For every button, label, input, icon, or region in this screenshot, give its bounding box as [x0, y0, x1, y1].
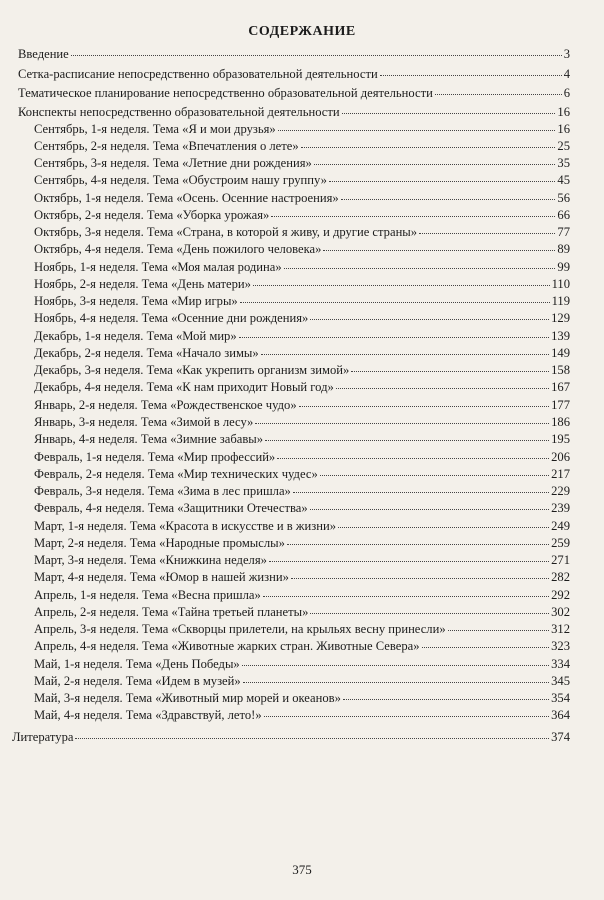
toc-entry-page: 129 [551, 311, 570, 325]
dot-leader [435, 93, 562, 95]
toc-entry [34, 570, 570, 585]
dot-leader [277, 457, 549, 459]
dot-leader [310, 508, 549, 510]
toc-entry [34, 657, 570, 672]
toc-entry-title: Май, 3-я неделя. Тема «Животный мир морей и океанов» [34, 691, 341, 705]
toc-entry-page: 177 [551, 398, 570, 412]
toc-entry-title: Январь, 2-я неделя. Тема «Рождественское чудо» [34, 398, 297, 412]
dot-leader [310, 612, 549, 614]
toc-entry-title: Октябрь, 3-я неделя. Тема «Страна, в которой я живу, и другие страны» [34, 225, 418, 239]
dot-leader [343, 698, 549, 700]
toc-entry [18, 86, 570, 101]
toc-entry-page: 89 [557, 242, 570, 256]
toc-entry-page: 66 [557, 208, 570, 222]
dot-leader [287, 543, 549, 545]
toc-entry [34, 519, 570, 534]
toc-entry [34, 380, 570, 395]
toc-entry-title: Май, 1-я неделя. Тема «День Победы» [34, 657, 240, 671]
toc-entry [34, 156, 570, 171]
dot-leader [278, 129, 556, 131]
toc-entry [34, 432, 570, 447]
toc-entry-page: 217 [551, 467, 570, 481]
dot-leader [320, 474, 549, 476]
toc-entry-title: Январь, 4-я неделя. Тема «Зимние забавы» [34, 432, 264, 446]
toc-entry-page: 45 [557, 173, 570, 187]
toc-entry-title: Март, 3-я неделя. Тема «Книжкина неделя» [34, 553, 267, 567]
toc-entry [18, 105, 570, 120]
toc-entry [18, 67, 570, 82]
dot-leader [338, 526, 549, 528]
toc-entry [34, 260, 570, 275]
toc-entry-page: 206 [551, 450, 570, 464]
toc-entry [34, 277, 570, 292]
toc-entry [34, 225, 570, 240]
toc-entry [12, 730, 570, 745]
toc-entry-title: Октябрь, 2-я неделя. Тема «Уборка урожая» [34, 208, 270, 222]
toc-entry-page: 334 [551, 657, 570, 671]
toc-entry [34, 242, 570, 257]
toc-entry-title: Октябрь, 4-я неделя. Тема «День пожилого человека» [34, 242, 322, 256]
toc-entry-title: Февраль, 1-я неделя. Тема «Мир профессий» [34, 450, 276, 464]
toc-entry [34, 398, 570, 413]
toc-entry-title: Сентябрь, 4-я неделя. Тема «Обустроим нашу группу» [34, 173, 327, 187]
toc-entry-page: 110 [551, 277, 570, 291]
toc-entry-page: 259 [551, 536, 570, 550]
toc-entry-title: Декабрь, 3-я неделя. Тема «Как укрепить организм зимой» [34, 363, 350, 377]
toc-entry [34, 691, 570, 706]
dot-leader [380, 74, 562, 76]
toc-entry-title: Апрель, 3-я неделя. Тема «Скворцы прилетели, на крыльях весну принесли» [34, 622, 446, 636]
dot-leader [75, 737, 549, 739]
dot-leader [239, 336, 549, 338]
toc-entry-title: Ноябрь, 1-я неделя. Тема «Моя малая родина» [34, 260, 282, 274]
toc-entry-page: 239 [551, 501, 570, 515]
toc-entry-title: Май, 2-я неделя. Тема «Идем в музей» [34, 674, 241, 688]
toc-entry-page: 364 [551, 708, 570, 722]
toc-entry-page: 271 [551, 553, 570, 567]
toc-entry-page: 167 [551, 380, 570, 394]
toc-entry-page: 249 [551, 519, 570, 533]
toc-entry-title: Ноябрь, 4-я неделя. Тема «Осенние дни рождения» [34, 311, 309, 325]
toc-entry [34, 484, 570, 499]
dot-leader [253, 284, 550, 286]
toc-entry-page: 99 [557, 260, 570, 274]
toc-entry [34, 708, 570, 723]
toc-entry-title: Сентябрь, 2-я неделя. Тема «Впечатления о лете» [34, 139, 299, 153]
toc-entry-title: Литература [12, 730, 74, 744]
dot-leader [271, 215, 555, 217]
toc-entry-title: Сентябрь, 1-я неделя. Тема «Я и мои друзья» [34, 122, 276, 136]
dot-leader [243, 681, 549, 683]
toc-entry-title: Ноябрь, 3-я неделя. Тема «Мир игры» [34, 294, 238, 308]
toc-entry-title: Декабрь, 1-я неделя. Тема «Мой мир» [34, 329, 237, 343]
toc-entry [34, 674, 570, 689]
dot-leader [448, 629, 549, 631]
toc-entry [34, 536, 570, 551]
page-number: 375 [292, 862, 312, 877]
toc-entry-title: Февраль, 3-я неделя. Тема «Зима в лес пришла» [34, 484, 291, 498]
toc-entry-page: 282 [551, 570, 570, 584]
dot-leader [255, 422, 549, 424]
dot-leader [351, 370, 549, 372]
dot-leader [261, 353, 549, 355]
toc-entry-title: Март, 4-я неделя. Тема «Юмор в нашей жизни» [34, 570, 289, 584]
toc-entry-title: Конспекты непосредственно образовательной деятельности [18, 105, 340, 119]
toc-entry [34, 208, 570, 223]
toc-entry [34, 639, 570, 654]
dot-leader [329, 180, 555, 182]
toc-entry [34, 415, 570, 430]
dot-leader [284, 267, 556, 269]
toc-entry-page: 6 [563, 86, 570, 100]
toc-entry-page: 229 [551, 484, 570, 498]
toc-entry-page: 149 [551, 346, 570, 360]
dot-leader [265, 439, 549, 441]
toc-entry [34, 588, 570, 603]
toc-entry-page: 312 [551, 622, 570, 636]
toc-entry-page: 3 [563, 47, 570, 61]
dot-leader [336, 387, 549, 389]
toc-entry-page: 4 [563, 67, 570, 81]
dot-leader [323, 249, 555, 251]
toc-entry [34, 553, 570, 568]
toc-entry-title: Сентябрь, 3-я неделя. Тема «Летние дни рождения» [34, 156, 312, 170]
toc-entry [34, 467, 570, 482]
toc-entry [34, 191, 570, 206]
toc-entry-title: Декабрь, 4-я неделя. Тема «К нам приходит Новый год» [34, 380, 334, 394]
dot-leader [242, 664, 549, 666]
dot-leader [419, 232, 555, 234]
toc-entry-page: 354 [551, 691, 570, 705]
toc-entry-title: Декабрь, 2-я неделя. Тема «Начало зимы» [34, 346, 259, 360]
toc-entry [34, 605, 570, 620]
toc-entry-page: 35 [557, 156, 570, 170]
toc-entry-title: Февраль, 4-я неделя. Тема «Защитники Отечества» [34, 501, 308, 515]
toc-entry-title: Введение [18, 47, 69, 61]
toc-entry-page: 16 [557, 122, 570, 136]
dot-leader [299, 405, 549, 407]
toc-entry [34, 501, 570, 516]
toc-entry-title: Март, 1-я неделя. Тема «Красота в искусстве и в жизни» [34, 519, 336, 533]
dot-leader [342, 112, 556, 114]
toc-entry-title: Апрель, 4-я неделя. Тема «Животные жарких стран. Животные Севера» [34, 639, 420, 653]
dot-leader [341, 198, 556, 200]
toc-entry-title: Январь, 3-я неделя. Тема «Зимой в лесу» [34, 415, 254, 429]
toc-entry-page: 323 [551, 639, 570, 653]
toc-entry-title: Сетка-расписание непосредственно образовательной деятельности [18, 67, 378, 81]
toc-entry-page: 119 [551, 294, 570, 308]
toc-entry [34, 346, 570, 361]
toc-entry [34, 622, 570, 637]
toc-entry-page: 139 [551, 329, 570, 343]
toc-entry [34, 139, 570, 154]
toc-entry [34, 450, 570, 465]
toc-entry-page: 186 [551, 415, 570, 429]
dot-leader [240, 301, 550, 303]
dot-leader [263, 595, 549, 597]
toc-entry-title: Март, 2-я неделя. Тема «Народные промыслы» [34, 536, 285, 550]
dot-leader [71, 54, 562, 56]
toc-entry [34, 173, 570, 188]
dot-leader [310, 318, 549, 320]
toc-entry [34, 311, 570, 326]
toc-entry-title: Тематическое планирование непосредственно образовательной деятельности [18, 86, 433, 100]
toc-entry [34, 122, 570, 137]
toc-entry-page: 345 [551, 674, 570, 688]
dot-leader [293, 491, 549, 493]
dot-leader [264, 715, 549, 717]
dot-leader [422, 646, 550, 648]
toc-entry [34, 363, 570, 378]
toc-entry-page: 16 [557, 105, 570, 119]
dot-leader [291, 577, 549, 579]
toc-entry [34, 294, 570, 309]
toc-entry [18, 47, 570, 62]
toc-entry-title: Май, 4-я неделя. Тема «Здравствуй, лето!» [34, 708, 262, 722]
toc-entry-page: 374 [551, 730, 570, 744]
toc-entry-page: 195 [551, 432, 570, 446]
toc-entry-page: 56 [557, 191, 570, 205]
toc-entry-title: Октябрь, 1-я неделя. Тема «Осень. Осенние настроения» [34, 191, 339, 205]
dot-leader [269, 560, 549, 562]
dot-leader [301, 146, 556, 148]
toc-entry-title: Ноябрь, 2-я неделя. Тема «День матери» [34, 277, 251, 291]
toc-entry-page: 158 [551, 363, 570, 377]
dot-leader [314, 163, 556, 165]
toc-entry [34, 329, 570, 344]
toc-entry-title: Апрель, 1-я неделя. Тема «Весна пришла» [34, 588, 261, 602]
toc-entry-page: 77 [557, 225, 570, 239]
toc-entry-title: Февраль, 2-я неделя. Тема «Мир технических чудес» [34, 467, 318, 481]
toc-entry-title: Апрель, 2-я неделя. Тема «Тайна третьей планеты» [34, 605, 309, 619]
toc-entry-page: 302 [551, 605, 570, 619]
toc-entry-page: 25 [557, 139, 570, 153]
toc-entry-page: 292 [551, 588, 570, 602]
page-title: СОДЕРЖАНИЕ [248, 24, 356, 39]
